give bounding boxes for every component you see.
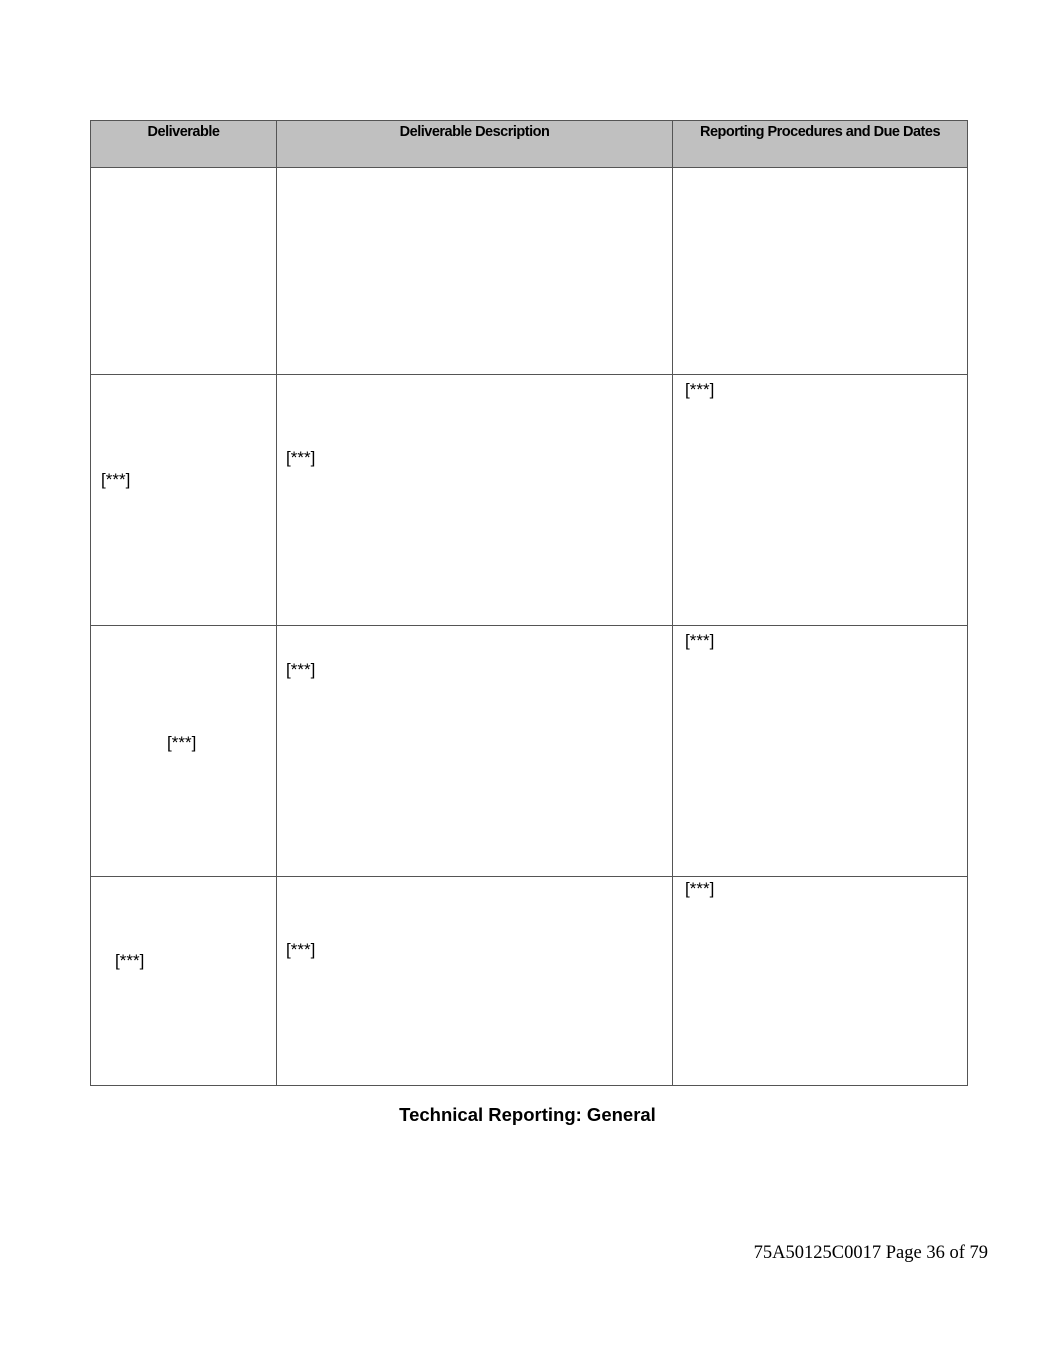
description-cell — [277, 626, 673, 877]
description-cell — [277, 168, 673, 375]
reporting-cell — [673, 626, 968, 877]
page-footer: 75A50125C0017 Page 36 of 79 — [753, 1243, 988, 1263]
table-row — [91, 168, 968, 375]
redacted-text: [***] — [685, 631, 715, 650]
deliverable-cell — [91, 877, 277, 1086]
table-row — [91, 626, 968, 877]
reporting-cell — [673, 877, 968, 1086]
redacted-text: [***] — [101, 470, 131, 489]
header-deliverable-description: Deliverable Description — [277, 121, 673, 168]
header-deliverable: Deliverable — [91, 121, 277, 168]
reporting-cell — [673, 168, 968, 375]
table-header-row — [91, 121, 968, 168]
table-row — [91, 877, 968, 1086]
redacted-text: [***] — [286, 660, 316, 679]
reporting-cell — [673, 375, 968, 626]
redacted-text: [***] — [286, 940, 316, 959]
redacted-text: [***] — [286, 448, 316, 467]
redacted-text: [***] — [685, 380, 715, 399]
description-cell — [277, 375, 673, 626]
redacted-text: [***] — [167, 733, 197, 752]
deliverable-cell — [91, 168, 277, 375]
redacted-text: [***] — [115, 951, 145, 970]
header-reporting-procedures: Reporting Procedures and Due Dates — [673, 121, 968, 168]
deliverables-table — [90, 120, 968, 1086]
redacted-text: [***] — [685, 879, 715, 898]
description-cell — [277, 877, 673, 1086]
deliverable-cell — [91, 626, 277, 877]
section-caption: Technical Reporting: General — [399, 1104, 656, 1125]
table-row — [91, 375, 968, 626]
deliverable-cell — [91, 375, 277, 626]
